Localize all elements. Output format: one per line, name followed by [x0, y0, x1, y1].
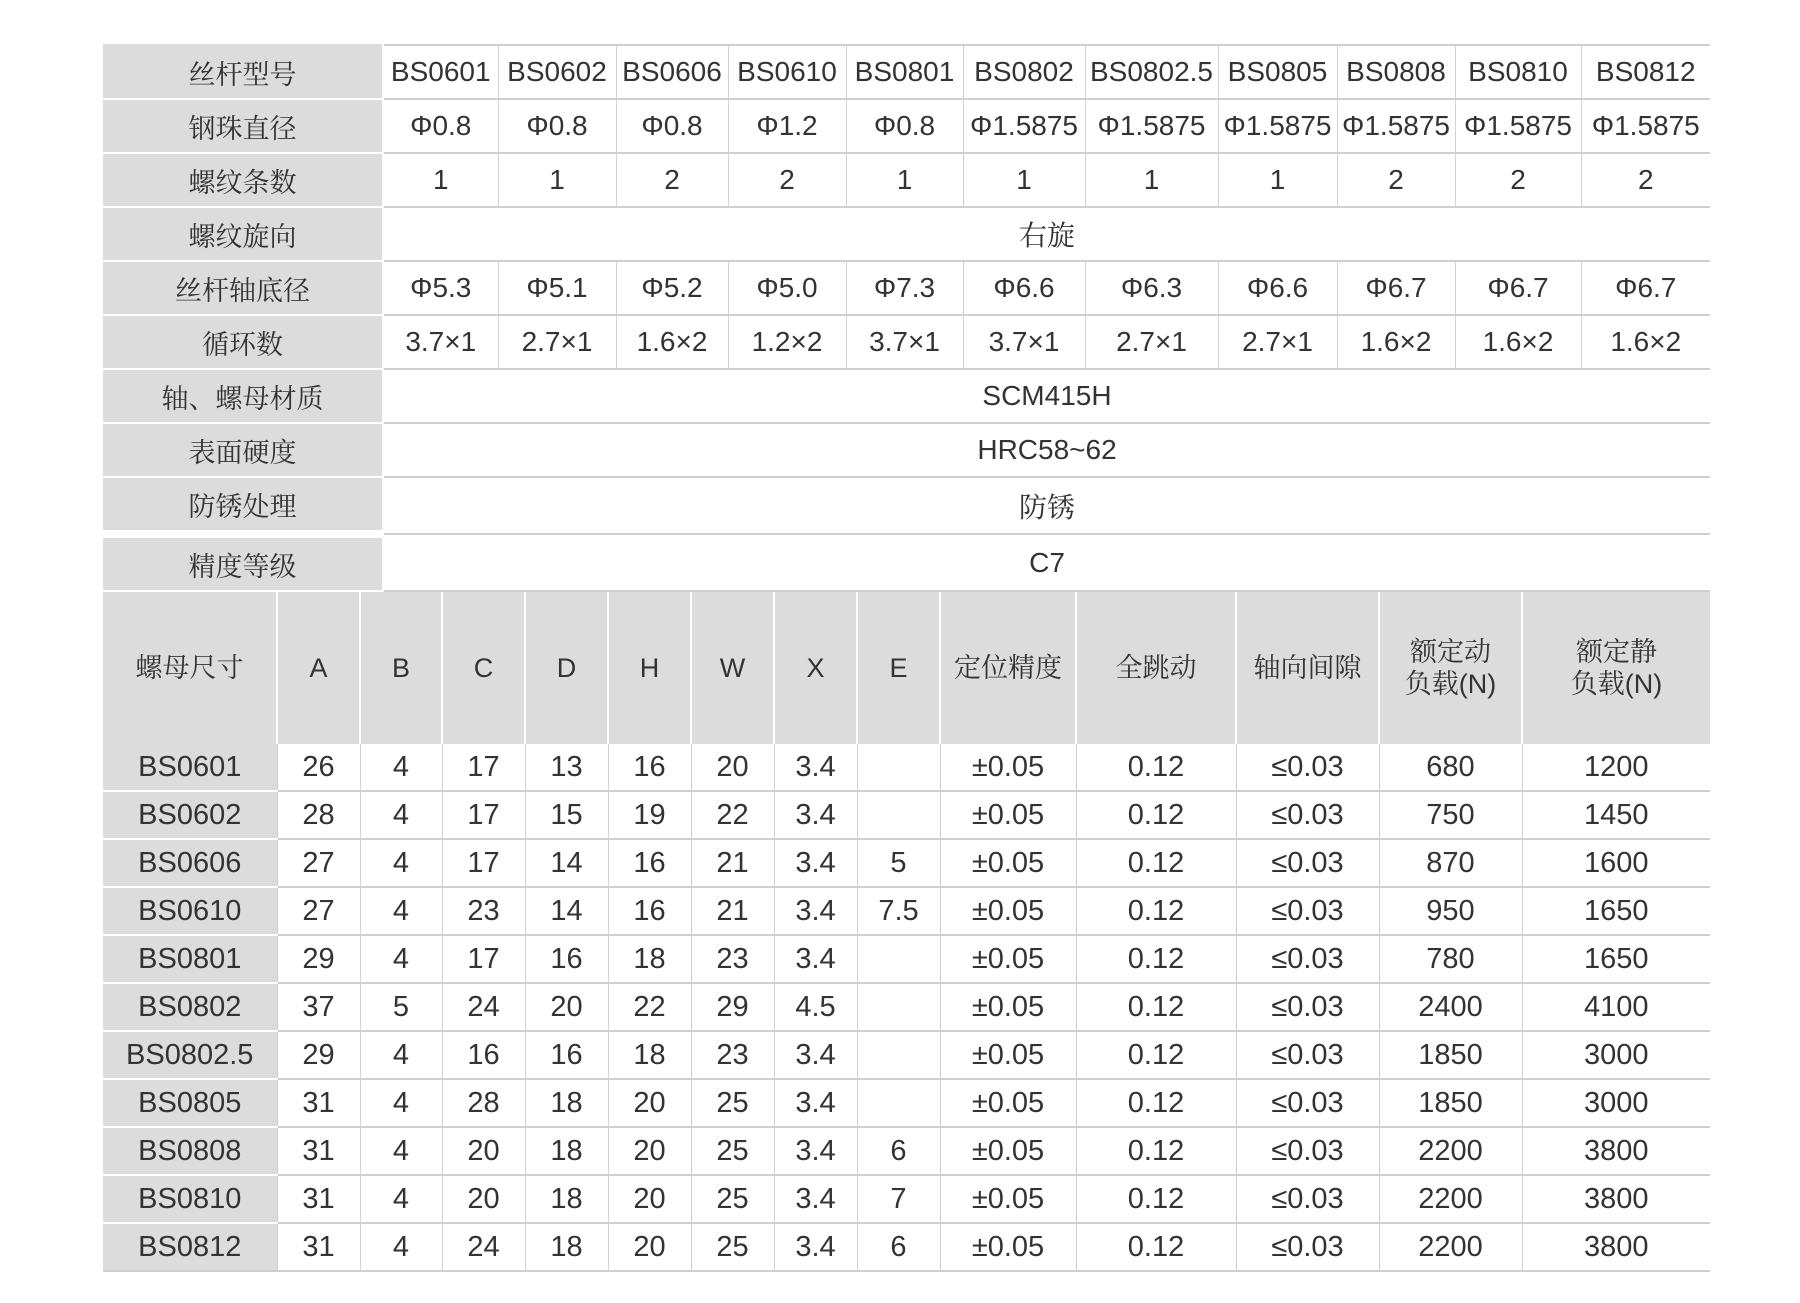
- dimension-cell: 28: [442, 1079, 525, 1127]
- spec-row-label: 轴、螺母材质: [103, 369, 383, 423]
- spec-cell: 2: [1581, 153, 1710, 207]
- dimension-cell: 1200: [1522, 744, 1710, 791]
- spec-cell: Φ0.8: [846, 99, 963, 153]
- dimension-cell: 3800: [1522, 1127, 1710, 1175]
- dimension-cell: 3800: [1522, 1223, 1710, 1271]
- spec-row: [103, 315, 1710, 369]
- dimension-cell: 20: [442, 1175, 525, 1223]
- dimension-cell: 20: [608, 1079, 691, 1127]
- dimension-cell: 27: [277, 839, 360, 887]
- spec-cell: 1: [383, 153, 498, 207]
- dimension-cell: 4: [360, 1127, 442, 1175]
- dimension-cell: 18: [525, 1175, 608, 1223]
- dimension-cell: ±0.05: [940, 744, 1076, 791]
- dimension-cell: 23: [442, 887, 525, 935]
- spec-cell: 2: [1337, 153, 1455, 207]
- table-row: [103, 935, 1710, 983]
- dimension-cell: 3.4: [774, 839, 857, 887]
- dimension-cell: ≤0.03: [1236, 935, 1379, 983]
- dimension-cell: 4: [360, 1223, 442, 1271]
- dimension-header-cell: H: [608, 592, 691, 744]
- spec-cell: 1.6×2: [1581, 315, 1710, 369]
- dimension-cell: 4: [360, 887, 442, 935]
- dimension-cell: ≤0.03: [1236, 839, 1379, 887]
- spec-cell: 2.7×1: [498, 315, 616, 369]
- dimension-cell: ≤0.03: [1236, 1079, 1379, 1127]
- spec-shared-value: 右旋: [383, 207, 1710, 261]
- dimension-cell: 780: [1379, 935, 1522, 983]
- spec-row: [103, 99, 1710, 153]
- spec-cell: BS0802: [963, 45, 1085, 99]
- dimension-cell: 20: [691, 744, 774, 791]
- dimension-cell: 2400: [1379, 983, 1522, 1031]
- spec-cell: Φ6.7: [1455, 261, 1581, 315]
- dimension-cell: 0.12: [1076, 1175, 1236, 1223]
- dimension-cell: 18: [525, 1079, 608, 1127]
- dimension-header-cell: 定位精度: [940, 592, 1076, 744]
- dimension-cell: 1450: [1522, 791, 1710, 839]
- dimension-cell: ≤0.03: [1236, 1223, 1379, 1271]
- dimension-cell: 680: [1379, 744, 1522, 791]
- dimension-cell: 1600: [1522, 839, 1710, 887]
- dimension-cell: 3000: [1522, 1031, 1710, 1079]
- dimension-cell: 4: [360, 744, 442, 791]
- spec-shared-value: HRC58~62: [383, 423, 1710, 477]
- spec-cell: Φ6.7: [1337, 261, 1455, 315]
- spec-row-label: 螺纹条数: [103, 153, 383, 207]
- spec-cell: 1: [963, 153, 1085, 207]
- dimension-cell: 3.4: [774, 791, 857, 839]
- dimension-cell: 26: [277, 744, 360, 791]
- dimension-cell: 4: [360, 1079, 442, 1127]
- dimension-cell: ≤0.03: [1236, 1175, 1379, 1223]
- dimension-cell: 2200: [1379, 1175, 1522, 1223]
- dimension-cell: 16: [608, 839, 691, 887]
- dimension-cell: 2200: [1379, 1127, 1522, 1175]
- spec-cell: 1: [846, 153, 963, 207]
- dimension-cell: 16: [525, 935, 608, 983]
- spec-cell: Φ0.8: [383, 99, 498, 153]
- dimension-cell: ±0.05: [940, 1127, 1076, 1175]
- dimension-cell: 0.12: [1076, 1127, 1236, 1175]
- dimension-cell: ≤0.03: [1236, 1031, 1379, 1079]
- dimension-cell: 0.12: [1076, 887, 1236, 935]
- dimension-cell: 950: [1379, 887, 1522, 935]
- row-model-cell: BS0606: [103, 839, 277, 887]
- dimension-cell: 16: [608, 744, 691, 791]
- spec-row-label: 表面硬度: [103, 423, 383, 477]
- spec-shared-value: C7: [383, 534, 1710, 591]
- spec-cell: BS0810: [1455, 45, 1581, 99]
- dimension-table-body: [103, 744, 1710, 1271]
- dimension-cell: 24: [442, 983, 525, 1031]
- dimension-cell: 28: [277, 791, 360, 839]
- spec-cell: 1.6×2: [1455, 315, 1581, 369]
- spec-cell: Φ1.5875: [963, 99, 1085, 153]
- spec-row: [103, 153, 1710, 207]
- spec-cell: Φ1.5875: [1218, 99, 1337, 153]
- dimension-header-line: 负载(N): [1404, 669, 1497, 699]
- dimension-cell: 0.12: [1076, 839, 1236, 887]
- dimension-cell: 17: [442, 935, 525, 983]
- dimension-cell: 0.12: [1076, 791, 1236, 839]
- dimension-cell: 14: [525, 839, 608, 887]
- spec-row: [103, 369, 1710, 423]
- table-row: [103, 1127, 1710, 1175]
- dimension-cell: 19: [608, 791, 691, 839]
- dimension-cell: ±0.05: [940, 1175, 1076, 1223]
- spec-cell: BS0808: [1337, 45, 1455, 99]
- spec-cell: Φ1.2: [728, 99, 846, 153]
- dimension-header-line: 额定静: [1576, 637, 1657, 667]
- dimension-cell: 7: [857, 1175, 940, 1223]
- dimension-cell: 4: [360, 935, 442, 983]
- row-model-cell: BS0805: [103, 1079, 277, 1127]
- spec-cell: BS0601: [383, 45, 498, 99]
- dimension-cell: 2200: [1379, 1223, 1522, 1271]
- row-model-cell: BS0601: [103, 744, 277, 791]
- dimension-cell: 25: [691, 1175, 774, 1223]
- spec-cell: 1: [1085, 153, 1218, 207]
- dimension-cell: ≤0.03: [1236, 744, 1379, 791]
- dimension-cell: 20: [608, 1223, 691, 1271]
- dimension-cell: 870: [1379, 839, 1522, 887]
- dimension-cell: ≤0.03: [1236, 791, 1379, 839]
- spec-row: [103, 261, 1710, 315]
- spec-cell: 2: [728, 153, 846, 207]
- dimension-cell: 27: [277, 887, 360, 935]
- dimension-cell: 750: [1379, 791, 1522, 839]
- spec-cell: BS0805: [1218, 45, 1337, 99]
- dimension-header-row: [103, 592, 1710, 744]
- table-row: [103, 983, 1710, 1031]
- spec-row-label: 循环数: [103, 315, 383, 369]
- dimension-cell: 18: [608, 1031, 691, 1079]
- dimension-cell: 3.4: [774, 1079, 857, 1127]
- spec-row-label: 钢珠直径: [103, 99, 383, 153]
- dimension-cell: 3.4: [774, 1223, 857, 1271]
- dimension-cell: 29: [277, 935, 360, 983]
- table-row: [103, 887, 1710, 935]
- dimension-header-cell: W: [691, 592, 774, 744]
- spec-cell: Φ6.6: [963, 261, 1085, 315]
- dimension-cell: 17: [442, 791, 525, 839]
- spec-shared-value: SCM415H: [383, 369, 1710, 423]
- dimension-cell: ≤0.03: [1236, 887, 1379, 935]
- dimension-cell: 1650: [1522, 935, 1710, 983]
- dimension-header-cell: C: [442, 592, 525, 744]
- dimension-cell: 24: [442, 1223, 525, 1271]
- dimension-header-cell: B: [360, 592, 442, 744]
- spec-cell: Φ0.8: [616, 99, 728, 153]
- row-model-cell: BS0808: [103, 1127, 277, 1175]
- spec-cell: 1: [498, 153, 616, 207]
- spec-cell: BS0610: [728, 45, 846, 99]
- spec-cell: Φ5.2: [616, 261, 728, 315]
- dimension-cell: ±0.05: [940, 1031, 1076, 1079]
- row-model-cell: BS0810: [103, 1175, 277, 1223]
- spec-row-label: 丝杆轴底径: [103, 261, 383, 315]
- dimension-cell: [857, 791, 940, 839]
- spec-cell: Φ7.3: [846, 261, 963, 315]
- dimension-cell: ±0.05: [940, 887, 1076, 935]
- dimension-cell: 0.12: [1076, 935, 1236, 983]
- dimension-cell: 4: [360, 1031, 442, 1079]
- dimension-cell: 3.4: [774, 1127, 857, 1175]
- dimension-cell: 3.4: [774, 935, 857, 983]
- dimension-cell: 6: [857, 1223, 940, 1271]
- dimension-cell: 0.12: [1076, 983, 1236, 1031]
- dimension-cell: 18: [608, 935, 691, 983]
- spec-cell: 3.7×1: [383, 315, 498, 369]
- spec-row: [103, 207, 1710, 261]
- spec-cell: BS0812: [1581, 45, 1710, 99]
- spec-cell: BS0606: [616, 45, 728, 99]
- spec-cell: Φ6.6: [1218, 261, 1337, 315]
- spec-table-body: [103, 45, 1710, 591]
- dimension-cell: ±0.05: [940, 1079, 1076, 1127]
- table-row: [103, 1175, 1710, 1223]
- dimension-cell: 25: [691, 1223, 774, 1271]
- spec-cell: 2.7×1: [1085, 315, 1218, 369]
- dimension-header-cell: D: [525, 592, 608, 744]
- spec-row: [103, 534, 1710, 591]
- dimension-cell: 4: [360, 839, 442, 887]
- spec-cell: Φ1.5875: [1581, 99, 1710, 153]
- dimension-cell: 31: [277, 1127, 360, 1175]
- dimension-cell: 22: [691, 791, 774, 839]
- dimension-cell: 14: [525, 887, 608, 935]
- dimension-cell: 3.4: [774, 887, 857, 935]
- dimension-cell: ±0.05: [940, 839, 1076, 887]
- spec-cell: 2: [1455, 153, 1581, 207]
- dimension-cell: 4.5: [774, 983, 857, 1031]
- dimension-cell: [857, 1031, 940, 1079]
- dimension-cell: ≤0.03: [1236, 1127, 1379, 1175]
- dimension-cell: 20: [608, 1127, 691, 1175]
- spec-cell: Φ1.5875: [1337, 99, 1455, 153]
- dimension-cell: 13: [525, 744, 608, 791]
- dimension-cell: 22: [608, 983, 691, 1031]
- spec-cell: 3.7×1: [846, 315, 963, 369]
- spec-row-label: 丝杆型号: [103, 45, 383, 99]
- dimension-cell: ±0.05: [940, 791, 1076, 839]
- spec-cell: 2: [616, 153, 728, 207]
- dimension-cell: 17: [442, 744, 525, 791]
- spec-cell: Φ6.7: [1581, 261, 1710, 315]
- dimension-cell: 6: [857, 1127, 940, 1175]
- table-row: [103, 839, 1710, 887]
- dimension-cell: 20: [608, 1175, 691, 1223]
- nut-dimension-table: [103, 592, 1710, 1272]
- dimension-cell: 3000: [1522, 1079, 1710, 1127]
- dimension-cell: 4: [360, 1175, 442, 1223]
- dimension-cell: [857, 935, 940, 983]
- spec-cell: BS0801: [846, 45, 963, 99]
- table-row: [103, 1223, 1710, 1271]
- table-row: [103, 1079, 1710, 1127]
- dimension-cell: 29: [691, 983, 774, 1031]
- spec-cell: Φ5.1: [498, 261, 616, 315]
- dimension-cell: 31: [277, 1223, 360, 1271]
- dimension-header-line: 负载(N): [1570, 669, 1663, 699]
- dimension-cell: 31: [277, 1175, 360, 1223]
- table-row: [103, 1031, 1710, 1079]
- spec-cell: 1.2×2: [728, 315, 846, 369]
- dimension-cell: 5: [857, 839, 940, 887]
- dimension-header-cell: 轴向间隙: [1236, 592, 1379, 744]
- spec-row: [103, 45, 1710, 99]
- spec-cell: 3.7×1: [963, 315, 1085, 369]
- dimension-cell: ≤0.03: [1236, 983, 1379, 1031]
- dimension-cell: 16: [442, 1031, 525, 1079]
- spec-cell: 1.6×2: [616, 315, 728, 369]
- dimension-cell: 3.4: [774, 1031, 857, 1079]
- dimension-cell: 23: [691, 935, 774, 983]
- dimension-cell: 37: [277, 983, 360, 1031]
- spec-cell: Φ5.0: [728, 261, 846, 315]
- dimension-cell: 16: [608, 887, 691, 935]
- spec-cell: 2.7×1: [1218, 315, 1337, 369]
- dimension-cell: 18: [525, 1223, 608, 1271]
- dimension-cell: 31: [277, 1079, 360, 1127]
- row-model-cell: BS0610: [103, 887, 277, 935]
- dimension-header-cell: A: [277, 592, 360, 744]
- dimension-header-cell: 螺母尺寸: [103, 592, 277, 744]
- dimension-cell: 0.12: [1076, 744, 1236, 791]
- dimension-cell: 0.12: [1076, 1079, 1236, 1127]
- row-model-cell: BS0802: [103, 983, 277, 1031]
- dimension-cell: [857, 983, 940, 1031]
- dimension-cell: 0.12: [1076, 1223, 1236, 1271]
- spec-row-label: 精度等级: [103, 534, 383, 591]
- row-model-cell: BS0801: [103, 935, 277, 983]
- dimension-cell: 15: [525, 791, 608, 839]
- dimension-cell: 3.4: [774, 1175, 857, 1223]
- spec-cell: BS0802.5: [1085, 45, 1218, 99]
- dimension-cell: 4: [360, 791, 442, 839]
- spec-row-label: 螺纹旋向: [103, 207, 383, 261]
- dimension-cell: 18: [525, 1127, 608, 1175]
- dimension-cell: 21: [691, 839, 774, 887]
- spec-row: [103, 477, 1710, 534]
- spec-cell: Φ5.3: [383, 261, 498, 315]
- table-row: [103, 744, 1710, 791]
- row-model-cell: BS0802.5: [103, 1031, 277, 1079]
- dimension-cell: 29: [277, 1031, 360, 1079]
- dimension-cell: 7.5: [857, 887, 940, 935]
- spec-cell: BS0602: [498, 45, 616, 99]
- dimension-cell: 20: [525, 983, 608, 1031]
- spec-cell: Φ1.5875: [1455, 99, 1581, 153]
- dimension-header-cell: E: [857, 592, 940, 744]
- row-model-cell: BS0812: [103, 1223, 277, 1271]
- spec-cell: 1.6×2: [1337, 315, 1455, 369]
- dimension-cell: 1850: [1379, 1079, 1522, 1127]
- dimension-cell: 3800: [1522, 1175, 1710, 1223]
- spec-sheet: [103, 44, 1710, 1272]
- spec-cell: Φ1.5875: [1085, 99, 1218, 153]
- dimension-header-cell: X: [774, 592, 857, 744]
- spec-cell: 1: [1218, 153, 1337, 207]
- spec-table: [103, 44, 1710, 592]
- dimension-header-cell: [1379, 592, 1522, 744]
- dimension-header-line: 额定动: [1410, 637, 1491, 667]
- dimension-cell: 21: [691, 887, 774, 935]
- dimension-cell: 25: [691, 1127, 774, 1175]
- spec-cell: Φ0.8: [498, 99, 616, 153]
- dimension-cell: 23: [691, 1031, 774, 1079]
- dimension-cell: 17: [442, 839, 525, 887]
- dimension-header-cell: [1522, 592, 1710, 744]
- spec-cell: Φ6.3: [1085, 261, 1218, 315]
- table-row: [103, 791, 1710, 839]
- spec-row-label: 防锈处理: [103, 477, 383, 534]
- dimension-cell: 16: [525, 1031, 608, 1079]
- dimension-cell: 1850: [1379, 1031, 1522, 1079]
- dimension-cell: [857, 744, 940, 791]
- dimension-cell: 25: [691, 1079, 774, 1127]
- dimension-header-cell: 全跳动: [1076, 592, 1236, 744]
- dimension-cell: 4100: [1522, 983, 1710, 1031]
- dimension-cell: [857, 1079, 940, 1127]
- row-model-cell: BS0602: [103, 791, 277, 839]
- dimension-cell: 0.12: [1076, 1031, 1236, 1079]
- spec-shared-value: 防锈: [383, 477, 1710, 534]
- dimension-cell: 3.4: [774, 744, 857, 791]
- dimension-cell: ±0.05: [940, 935, 1076, 983]
- dimension-cell: ±0.05: [940, 1223, 1076, 1271]
- spec-row: [103, 423, 1710, 477]
- dimension-cell: 20: [442, 1127, 525, 1175]
- dimension-cell: 5: [360, 983, 442, 1031]
- dimension-cell: ±0.05: [940, 983, 1076, 1031]
- dimension-cell: 1650: [1522, 887, 1710, 935]
